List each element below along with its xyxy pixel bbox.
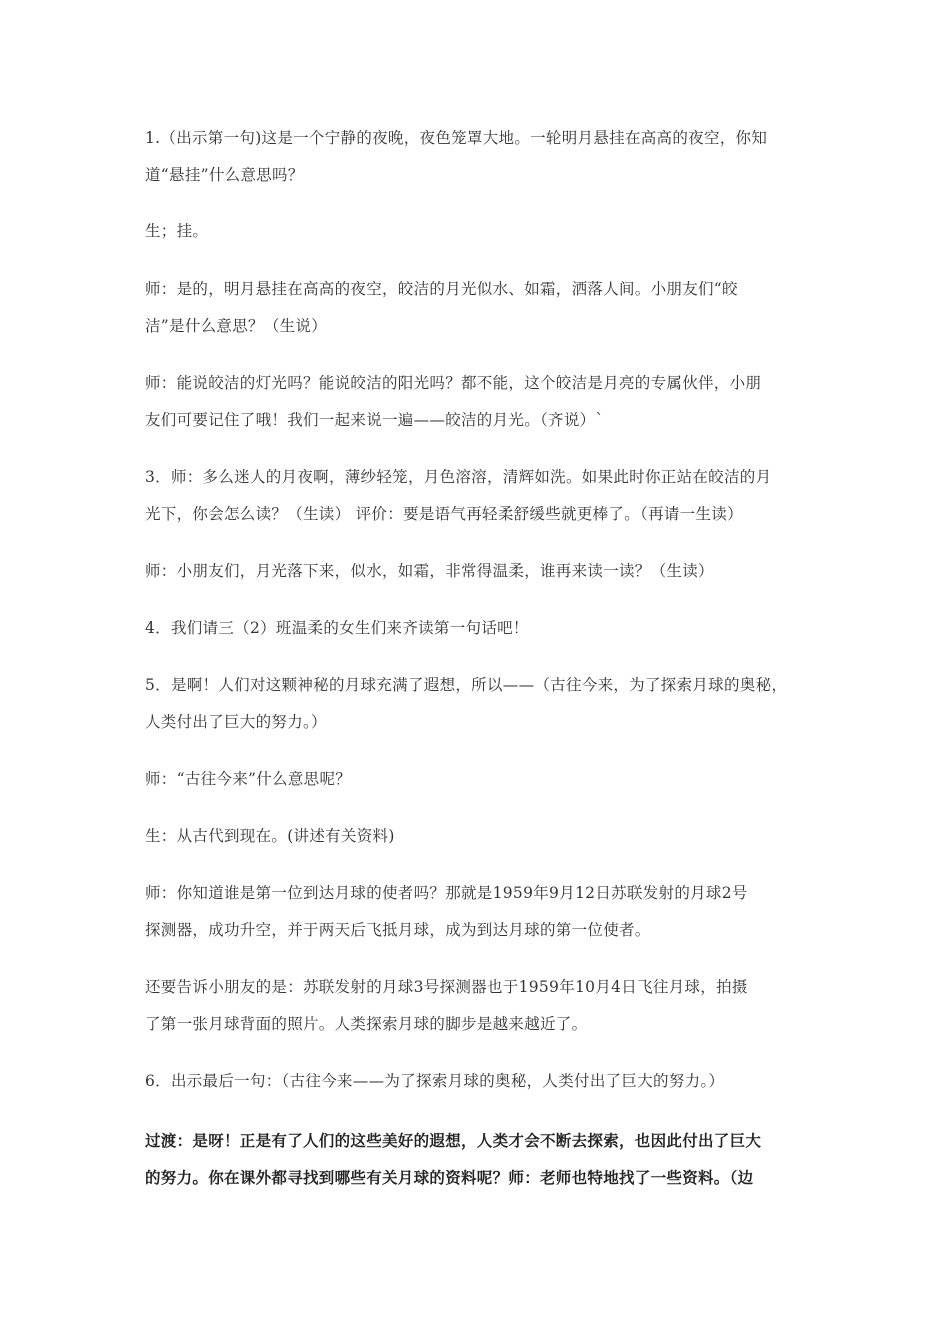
text-line: 洁”是什么意思？（生说）	[145, 317, 328, 335]
paragraph-student-reply	[145, 818, 805, 855]
text-line: 道“悬挂”什么意思吗？	[145, 166, 304, 184]
text-line: 6．出示最后一句：（古往今来——为了探索月球的奥秘，人类付出了巨大的努力。）	[145, 1072, 725, 1090]
paragraph-teacher-explain	[145, 271, 805, 345]
text-line: 了第一张月球背面的照片。人类探索月球的脚步是越来越近了。	[145, 1015, 588, 1033]
paragraph-transition	[145, 1122, 805, 1196]
text-line: 4．我们请三（2）班温柔的女生们来齐读第一句话吧！	[145, 619, 529, 637]
text-line: 友们可要记住了哦！我们一起来说一遍——皎洁的月光。（齐说）`	[145, 411, 604, 429]
text-line: 师：是的，明月悬挂在高高的夜空，皎洁的月光似水、如霜，洒落人间。小朋友们“皎	[145, 280, 738, 298]
text-line: 人类付出了巨大的努力。）	[145, 713, 327, 731]
paragraph-teacher-moonlight	[145, 553, 805, 590]
text-line: 1.（出示第一句)这是一个宁静的夜晚，夜色笼罩大地。一轮明月悬挂在高高的夜空，你知	[145, 129, 768, 147]
paragraph-q1	[145, 120, 805, 194]
text-line: 的努力。你在课外都寻找到哪些有关月球的资料呢？师：老师也特地找了一些资料。（边	[145, 1168, 754, 1187]
paragraph-step-3	[145, 459, 805, 533]
text-line: 师：你知道谁是第一位到达月球的使者吗？那就是1959年9月12日苏联发射的月球2号	[145, 884, 748, 902]
text-line: 5．是啊！人们对这颗神秘的月球充满了遐想，所以——（古往今来，为了探索月球的奥秘，	[145, 676, 788, 694]
paragraph-step-5	[145, 667, 805, 741]
paragraph-teacher-luna2	[145, 875, 805, 949]
paragraph-teacher-question	[145, 761, 805, 798]
paragraph-student-answer	[145, 213, 805, 250]
text-line: 探测器，成功升空，并于两天后飞抵月球，成为到达月球的第一位使者。	[145, 921, 651, 939]
text-line: 师：能说皎洁的灯光吗？能说皎洁的阳光吗？都不能，这个皎洁是月亮的专属伙伴，小朋	[145, 374, 762, 392]
paragraph-luna3	[145, 969, 805, 1043]
text-line: 过渡：是呀！正是有了人们的这些美好的遐想，人类才会不断去探索，也因此付出了巨大	[145, 1131, 762, 1150]
paragraph-teacher-jiaojie	[145, 365, 805, 439]
text-line: 生；挂。	[145, 222, 209, 240]
text-line: 3．师：多么迷人的月夜啊，薄纱轻笼，月色溶溶，清辉如洗。如果此时你正站在皎洁的月	[145, 468, 772, 486]
text-line: 生：从古代到现在。(讲述有关资料)	[145, 827, 395, 845]
text-line: 师：“古往今来”什么意思呢？	[145, 770, 352, 788]
text-line: 光下，你会怎么读？（生读） 评价：要是语气再轻柔舒缓些就更棒了。（再请一生读）	[145, 505, 743, 523]
text-line: 还要告诉小朋友的是：苏联发射的月球3号探测器也于1959年10月4日飞往月球，拍摄	[145, 978, 748, 996]
text-line: 师：小朋友们，月光落下来，似水，如霜，非常得温柔，谁再来读一读？（生读）	[145, 562, 714, 580]
paragraph-step-6	[145, 1063, 805, 1100]
paragraph-step-4	[145, 610, 805, 647]
